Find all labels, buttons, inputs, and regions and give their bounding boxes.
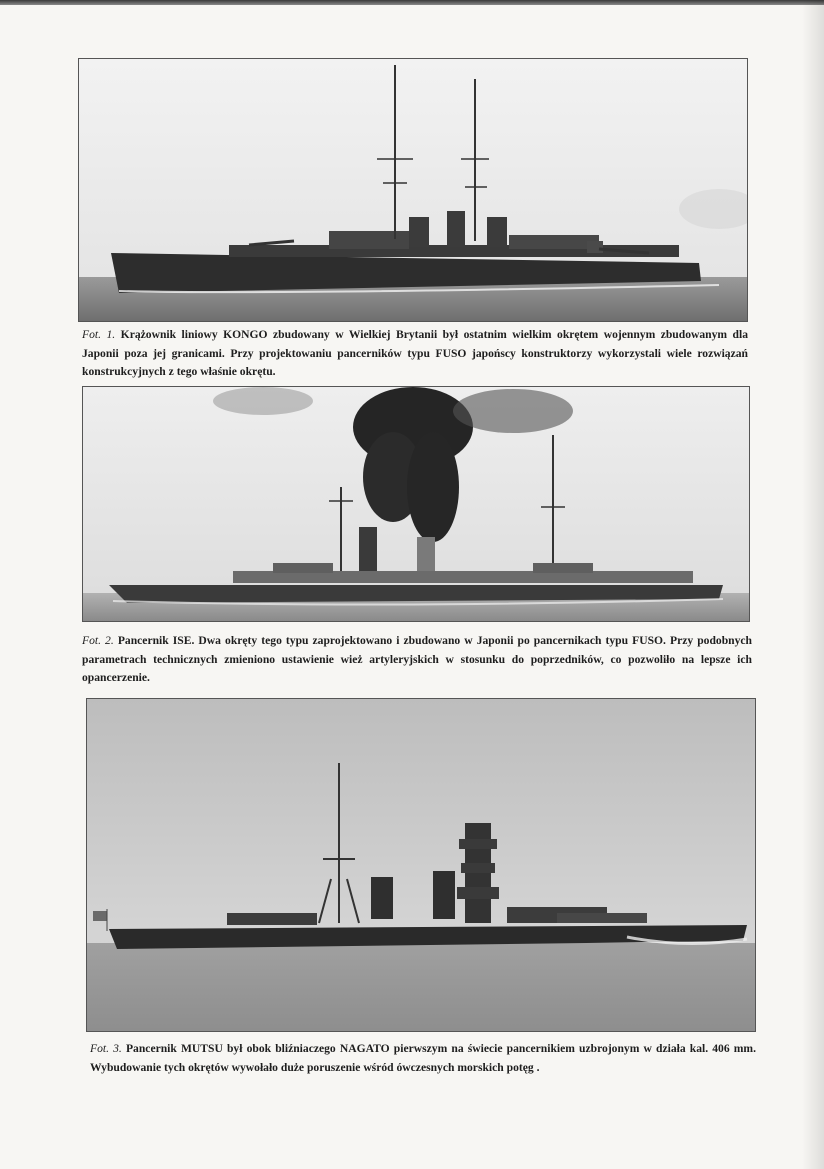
photo-3-mutsu xyxy=(86,698,756,1032)
photo-2-image xyxy=(83,387,749,621)
photo-1-caption-text: Krążownik liniowy KONGO zbudowany w Wielkiej Brytanii był ostatnim wielkim okrętem wojennym zbudowanym dla Japonii poza jej granicami. Przy projektowaniu pancerników typu FUSO japońscy konstruktorzy wykorzystali wiele rozwiązań konstrukcyjnych z tego właśnie okrętu. xyxy=(82,328,749,378)
page-top-edge xyxy=(0,0,824,5)
photo-3-caption-label: Fot. 3. xyxy=(90,1042,122,1055)
photo-1-image xyxy=(79,59,747,321)
photo-2-ise xyxy=(82,386,750,622)
photo-3-image xyxy=(87,699,755,1031)
photo-3-caption xyxy=(90,1040,756,1077)
photo-2-caption xyxy=(82,632,752,688)
photo-1-kongo xyxy=(78,58,748,322)
photo-1-caption xyxy=(82,326,748,382)
photo-1-caption-label: Fot. 1. xyxy=(82,328,116,341)
photo-2-caption-label: Fot. 2. xyxy=(82,634,114,647)
photo-2-caption-text: Pancernik ISE. Dwa okręty tego typu zaprojektowano i zbudowano w Japonii po pancernikach typu FUSO. Przy podobnych parametrach technicznych zmieniono ustawienie wież artyleryjskich w stosunku do poprzedników, co pozwoliło na lepsze ich opancerzenie. xyxy=(82,634,752,684)
photo-3-caption-text: Pancernik MUTSU był obok bliźniaczego NAGATO pierwszym na świecie pancernikiem uzbrojonym w działa kal. 406 mm. Wybudowanie tych okrętów wywołało duże poruszenie wśród ówczesnych morskich potęg . xyxy=(90,1042,756,1074)
page-binding-shadow xyxy=(802,0,824,1169)
